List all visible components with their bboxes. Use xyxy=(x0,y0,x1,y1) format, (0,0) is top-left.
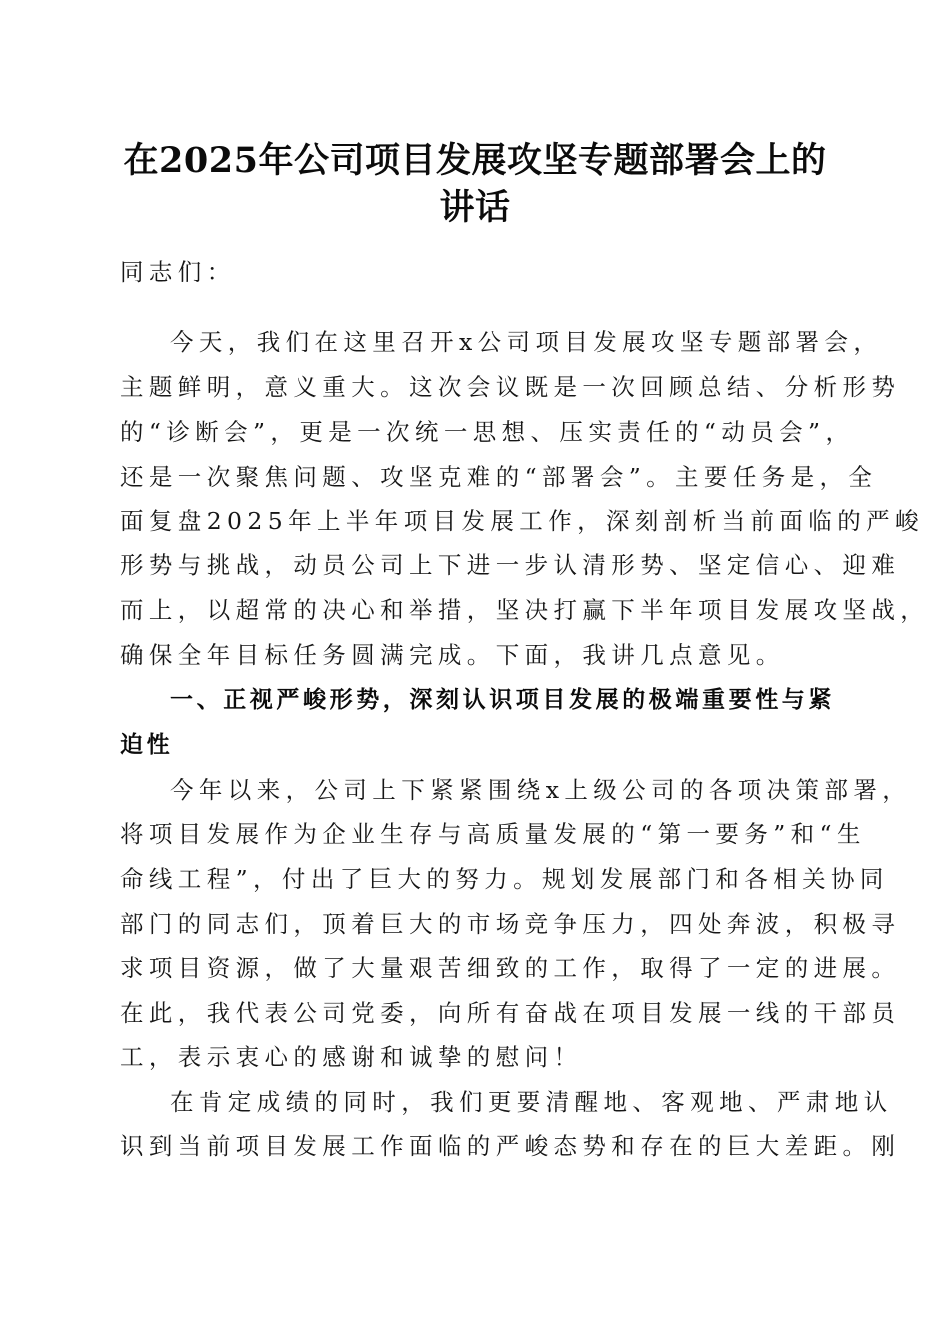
paragraph-line: 今天，我们在这里召开x公司项目发展攻坚专题部署会， xyxy=(170,328,883,356)
paragraph-line: 确保全年目标任务圆满完成。下面，我讲几点意见。 xyxy=(120,641,785,669)
paragraph-line: 部门的同志们，顶着巨大的市场竞争压力，四处奔波，积极寻 xyxy=(120,910,901,938)
paragraph-line: 今年以来，公司上下紧紧围绕x上级公司的各项决策部署， xyxy=(170,776,912,804)
paragraph-line: 工，表示衷心的感谢和诚挚的慰问！ xyxy=(120,1043,583,1071)
document-title-line-2: 讲话 xyxy=(439,187,511,228)
salutation: 同志们： xyxy=(120,258,236,286)
paragraph-line: 面复盘2025年上半年项目发展工作，深刻剖析当前面临的严峻 xyxy=(120,507,924,535)
section-heading: 一、正视严峻形势，深刻认识项目发展的极端重要性与紧 xyxy=(170,687,835,713)
paragraph-line: 而上，以超常的决心和举措，坚决打赢下半年项目发展攻坚战， xyxy=(120,596,930,624)
paragraph-line: 主题鲜明，意义重大。这次会议既是一次回顾总结、分析形势 xyxy=(120,373,901,401)
paragraph-line: 在此，我代表公司党委，向所有奋战在项目发展一线的干部员 xyxy=(120,999,901,1027)
section-heading: 迫性 xyxy=(120,732,174,758)
paragraph-line: 命线工程”，付出了巨大的努力。规划发展部门和各相关协同 xyxy=(120,865,889,893)
paragraph-line: 的“诊断会”，更是一次统一思想、压实责任的“动员会”， xyxy=(120,418,855,446)
paragraph-line: 在肯定成绩的同时，我们更要清醒地、客观地、严肃地认 xyxy=(170,1088,893,1116)
paragraph-line: 求项目资源，做了大量艰苦细致的工作，取得了一定的进展。 xyxy=(120,954,901,982)
document-title-line-1: 在2025年公司项目发展攻坚专题部署会上的 xyxy=(123,140,827,181)
paragraph-line: 还是一次聚焦问题、攻坚克难的“部署会”。主要任务是，全 xyxy=(120,463,878,491)
paragraph-line: 识到当前项目发展工作面临的严峻态势和存在的巨大差距。刚 xyxy=(120,1132,901,1160)
paragraph-line: 将项目发展作为企业生存与高质量发展的“第一要务”和“生 xyxy=(120,820,866,848)
paragraph-line: 形势与挑战，动员公司上下进一步认清形势、坚定信心、迎难 xyxy=(120,551,901,579)
